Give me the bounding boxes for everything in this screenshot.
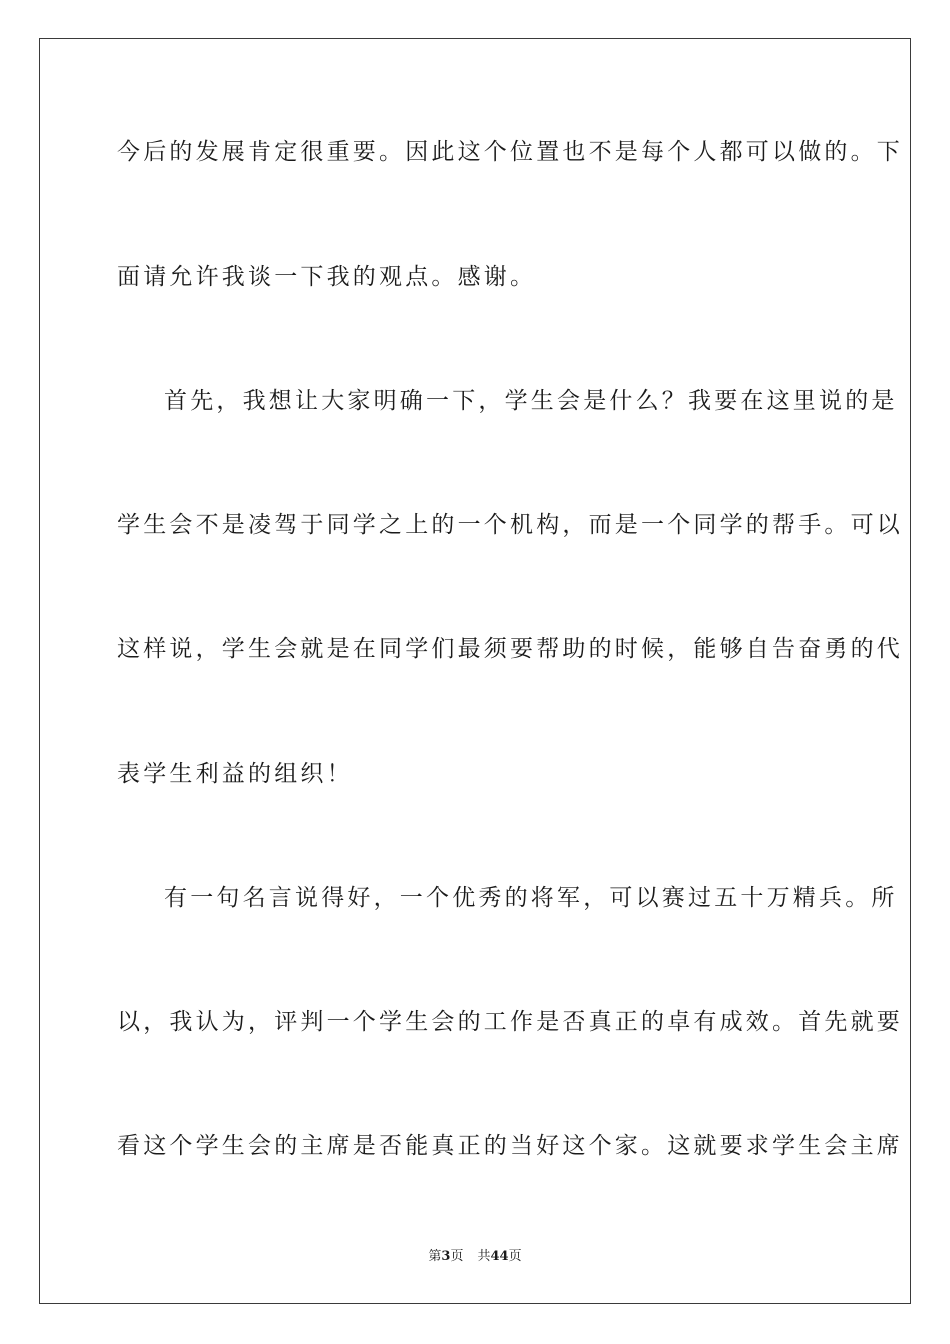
text-line-6: 表学生利益的组织！ — [117, 761, 353, 787]
text-line-4: 学生会不是凌驾于同学之上的一个机构，而是一个同学的帮手。可以 — [117, 512, 903, 538]
text-line-1: 今后的发展肯定很重要。因此这个位置也不是每个人都可以做的。下 — [117, 139, 903, 165]
page-prefix: 第 — [428, 1249, 442, 1264]
text-line-9: 看这个学生会的主席是否能真正的当好这个家。这就要求学生会主席 — [117, 1133, 903, 1159]
text-line-7: 有一句名言说得好，一个优秀的将军，可以赛过五十万精兵。所 — [164, 885, 898, 911]
total-prefix: 共 — [477, 1249, 491, 1264]
text-line-2: 面请允许我谈一下我的观点。感谢。 — [117, 264, 537, 290]
page-number: 3 — [441, 1249, 451, 1264]
text-line-3: 首先，我想让大家明确一下，学生会是什么？我要在这里说的是 — [164, 388, 898, 414]
total-suffix: 页 — [508, 1249, 522, 1264]
page-suffix: 页 — [450, 1249, 464, 1264]
text-line-5: 这样说，学生会就是在同学们最须要帮助的时候，能够自告奋勇的代 — [117, 636, 903, 662]
text-line-8: 以，我认为，评判一个学生会的工作是否真正的卓有成效。首先就要 — [117, 1009, 903, 1035]
total-pages: 44 — [490, 1249, 509, 1264]
page-border — [39, 38, 911, 1304]
page-footer — [0, 1248, 950, 1266]
